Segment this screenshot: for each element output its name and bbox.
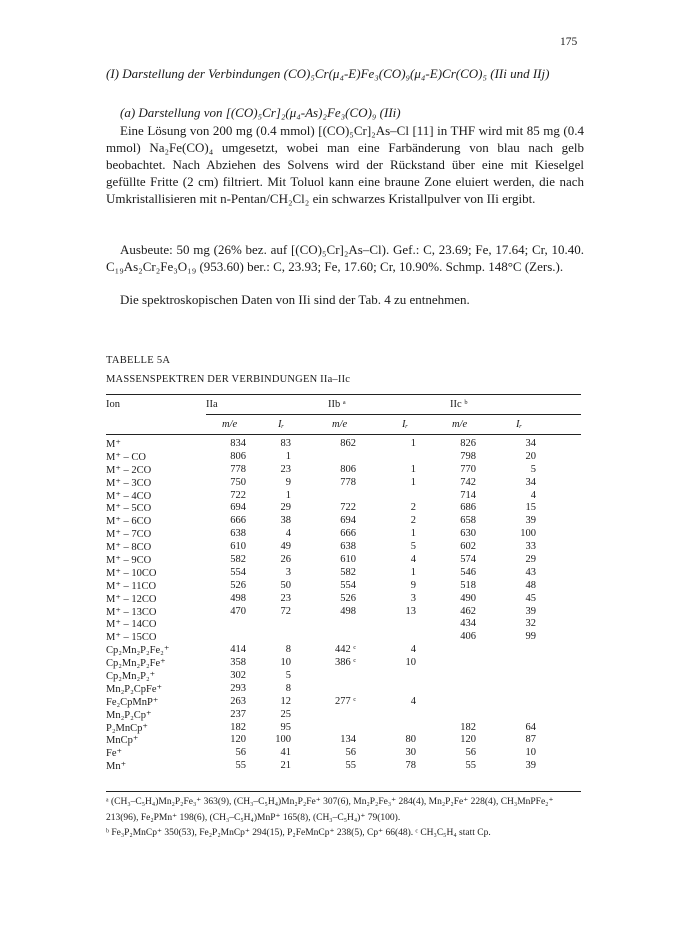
cell-ion: Mn⁺ [106, 761, 127, 773]
cell-value: 302 [230, 670, 246, 682]
cell-value: 1 [285, 489, 291, 501]
cell-ion: M⁺ – 6CO [106, 516, 152, 528]
cell-ion: Mn₂P₂Cp⁺ [106, 709, 152, 721]
cell-value: 406 [460, 631, 476, 643]
cell-value: 32 [525, 618, 536, 630]
cell-value: 3 [410, 592, 416, 604]
cell-value: 694 [230, 502, 246, 514]
cell-value: 826 [460, 438, 476, 449]
cell-value: 798 [460, 450, 476, 462]
cell-value: 134 [340, 734, 356, 746]
cell-value: 12 [280, 695, 291, 707]
cell-value: 666 [340, 528, 356, 540]
cell-value: 64 [525, 721, 536, 733]
cell-value: 100 [275, 734, 291, 746]
cell-value: 778 [230, 463, 246, 475]
cell-value: 4 [410, 695, 416, 707]
cell-value: 5 [410, 541, 416, 553]
cell-ion: M⁺ – 14CO [106, 619, 157, 631]
cell-value: 546 [460, 566, 476, 578]
paragraph-procedure: Eine Lösung von 200 mg (0.4 mmol) [(CO)₅Cr]₂As–Cl [11] in THF wird mit 85 mg (0.4 mmol) Na₂Fe(CO)₄ umgesetzt, wobei man eine Farbänderung von blau nach gelb beobachtet. Nach Abziehen des Solvens wird der Rückstand über eine mit Kieselgel gefüllte Fritte (2 cm) filtriert. Mit Toluol kann eine braune Zone eluiert werden, die nach Umkristallisieren mit n-Pentan/CH₂Cl₂ ein schwarzes Kristallpulver von IIi ergibt. [106, 123, 584, 207]
cell-value: 182 [460, 721, 476, 733]
cell-value: 293 [230, 682, 246, 694]
cell-value: 722 [230, 489, 246, 501]
cell-value: 277 ᶜ [334, 695, 356, 707]
cell-value: 56 [235, 747, 246, 759]
table-title: MASSENSPEKTREN DER VERBINDUNGEN IIa–IIc [106, 374, 351, 385]
cell-value: 10 [405, 657, 416, 669]
table-row [106, 541, 581, 554]
cell-value: 38 [280, 515, 291, 527]
cell-value: 29 [525, 554, 536, 566]
cell-value: 526 [230, 579, 246, 591]
table-row [106, 683, 581, 696]
cell-ion: Fe₂CpMnP⁺ [106, 696, 159, 708]
cell-value: 526 [340, 592, 356, 604]
table-row [106, 593, 581, 606]
cell-ion: M⁺ [106, 439, 121, 450]
table-row [106, 438, 581, 451]
cell-ion: M⁺ – 10CO [106, 567, 157, 579]
cell-value: 30 [405, 747, 416, 759]
cell-value: 39 [525, 605, 536, 617]
cell-value: 4 [285, 528, 291, 540]
cell-ion: M⁺ – 9CO [106, 555, 152, 567]
cell-value: 610 [340, 554, 356, 566]
cell-value: 48 [525, 579, 536, 591]
cell-value: 462 [460, 605, 476, 617]
cell-value: 386 ᶜ [334, 657, 356, 669]
cell-value: 630 [460, 528, 476, 540]
cell-value: 39 [525, 515, 536, 527]
table-header [106, 399, 581, 435]
header-me: m/e [452, 419, 468, 430]
header-ir: Iᵣ [516, 419, 523, 430]
table-row [106, 515, 581, 528]
cell-value: 638 [230, 528, 246, 540]
table-row [106, 709, 581, 722]
cell-value: 1 [285, 450, 291, 462]
cell-value: 582 [340, 566, 356, 578]
header-me: m/e [222, 419, 238, 430]
cell-value: 1 [410, 438, 416, 449]
cell-ion: P₂MnCp⁺ [106, 722, 148, 734]
cell-value: 574 [460, 554, 476, 566]
cell-ion: M⁺ – 12CO [106, 593, 157, 605]
paragraph-spectra-note: Die spektroskopischen Daten von IIi sind der Tab. 4 zu entnehmen. [120, 292, 470, 307]
subsection-heading: (a) Darstellung von [(CO)₅Cr]₂(μ₄-As)₂Fe₃(CO)₉ (IIi) [120, 105, 401, 120]
cell-value: 8 [285, 644, 291, 656]
cell-value: 20 [525, 450, 536, 462]
cell-value: 686 [460, 502, 476, 514]
table-row [106, 618, 581, 631]
table-row [106, 644, 581, 657]
cell-ion: Mn₂P₂CpFe⁺ [106, 683, 163, 695]
header-group-iic: IIc ᵇ [450, 399, 468, 410]
cell-value: 666 [230, 515, 246, 527]
cell-value: 518 [460, 579, 476, 591]
cell-value: 1 [410, 476, 416, 488]
table-row [106, 451, 581, 464]
table-top-rule [106, 394, 581, 395]
cell-value: 722 [340, 502, 356, 514]
cell-value: 5 [530, 463, 536, 475]
cell-value: 490 [460, 592, 476, 604]
cell-value: 95 [280, 721, 291, 733]
cell-value: 582 [230, 554, 246, 566]
cell-value: 23 [280, 592, 291, 604]
table-row [106, 631, 581, 644]
cell-value: 1 [410, 528, 416, 540]
table-row [106, 760, 581, 773]
cell-value: 120 [460, 734, 476, 746]
cell-value: 13 [405, 605, 416, 617]
cell-value: 610 [230, 541, 246, 553]
cell-ion: M⁺ – 5CO [106, 503, 152, 515]
page-number: 175 [560, 36, 578, 48]
table-row [106, 502, 581, 515]
table-row [106, 657, 581, 670]
header-ir: Iᵣ [402, 419, 409, 430]
table-row [106, 606, 581, 619]
cell-value: 358 [230, 657, 246, 669]
cell-value: 43 [525, 566, 536, 578]
cell-value: 554 [340, 579, 356, 591]
table-row [106, 670, 581, 683]
cell-value: 237 [230, 708, 246, 720]
cell-value: 554 [230, 566, 246, 578]
cell-value: 21 [280, 760, 291, 772]
cell-value: 8 [285, 682, 291, 694]
cell-value: 39 [525, 760, 536, 772]
cell-value: 9 [285, 476, 291, 488]
cell-ion: M⁺ – 11CO [106, 580, 157, 592]
cell-value: 806 [230, 450, 246, 462]
cell-ion: M⁺ – 13CO [106, 606, 157, 618]
cell-value: 1 [410, 566, 416, 578]
table-row [106, 747, 581, 760]
header-me: m/e [332, 419, 348, 430]
cell-value: 23 [280, 463, 291, 475]
cell-value: 750 [230, 476, 246, 488]
cell-value: 1 [410, 463, 416, 475]
cell-value: 100 [520, 528, 536, 540]
table-row [106, 528, 581, 541]
table-row [106, 567, 581, 580]
cell-ion: Cp₂Mn₂P₂⁺ [106, 671, 156, 683]
footnote-b: ᵇ Fe₃P₂MnCp⁺ 350(53), Fe₂P₂MnCp⁺ 294(15), P₂FeMnCp⁺ 238(5), Cp⁺ 66(48). ᶜ CH₃C₅H₄ statt Cp. [106, 828, 491, 838]
cell-ion: M⁺ – 3CO [106, 477, 152, 489]
cell-value: 10 [525, 747, 536, 759]
cell-value: 862 [340, 438, 356, 449]
cell-value: 182 [230, 721, 246, 733]
cell-value: 87 [525, 734, 536, 746]
cell-value: 834 [230, 438, 246, 449]
cell-value: 714 [460, 489, 476, 501]
cell-value: 263 [230, 695, 246, 707]
cell-value: 638 [340, 541, 356, 553]
cell-value: 4 [530, 489, 536, 501]
header-group-iib: IIb ᵃ [328, 399, 346, 410]
cell-value: 442 ᶜ [334, 644, 356, 656]
table-body [106, 438, 581, 773]
section-heading: (I) Darstellung der Verbindungen (CO)₅Cr(μ₄-E)Fe₃(CO)₉(μ₄-E)Cr(CO)₅ (IIi und IIj) [106, 66, 550, 81]
cell-value: 80 [405, 734, 416, 746]
header-group-iia: IIa [206, 399, 218, 410]
cell-value: 45 [525, 592, 536, 604]
cell-value: 56 [345, 747, 356, 759]
cell-value: 434 [460, 618, 476, 630]
cell-value: 34 [525, 476, 536, 488]
cell-value: 72 [280, 605, 291, 617]
table-row [106, 696, 581, 709]
cell-value: 602 [460, 541, 476, 553]
table-row [106, 477, 581, 490]
cell-value: 55 [235, 760, 246, 772]
footnote-a: ᵃ (CH₃–C₅H₄)Mn₂P₂Fe₃⁺ 363(9), (CH₃–C₅H₄)Mn₂P₂Fe⁺ 307(6), Mn₂P₂Fe₃⁺ 284(4), Mn₂P₂Fe⁺ 228(4), CH₃MnPFe₂⁺ 213(96), Fe₂PMn⁺ 198(6), (CH₃–C₅H₄)MnP⁺ 165(8), (CH₃–C₅H₄)⁺ 79(100). [106, 797, 554, 823]
cell-value: 2 [410, 515, 416, 527]
table-footnotes [106, 795, 584, 842]
cell-value: 742 [460, 476, 476, 488]
cell-value: 120 [230, 734, 246, 746]
cell-value: 99 [525, 631, 536, 643]
cell-value: 778 [340, 476, 356, 488]
cell-value: 56 [465, 747, 476, 759]
cell-value: 29 [280, 502, 291, 514]
cell-value: 694 [340, 515, 356, 527]
cell-ion: M⁺ – 8CO [106, 542, 152, 554]
cell-value: 33 [525, 541, 536, 553]
cell-value: 83 [280, 438, 291, 449]
cell-value: 34 [525, 438, 536, 449]
cell-ion: Cp₂Mn₂P₂Fe⁺ [106, 658, 166, 670]
table-row [106, 722, 581, 735]
cell-value: 49 [280, 541, 291, 553]
table-caption: TABELLE 5A [106, 355, 171, 366]
cell-value: 9 [410, 579, 416, 591]
cell-ion: Fe⁺ [106, 748, 123, 760]
cell-value: 4 [410, 644, 416, 656]
cell-value: 78 [405, 760, 416, 772]
table-row [106, 734, 581, 747]
cell-ion: M⁺ – 15CO [106, 632, 157, 644]
cell-value: 55 [465, 760, 476, 772]
paragraph-yield: Ausbeute: 50 mg (26% bez. auf [(CO)₅Cr]₂As–Cl). Gef.: C, 23.69; Fe, 17.64; Cr, 10.40. C₁₉As₂Cr₂Fe₃O₁₉ (953.60) ber.: C, 23.93; Fe, 17.60; Cr, 10.90%. Schmp. 148°C (Zers.). [106, 242, 584, 275]
cell-value: 498 [230, 592, 246, 604]
cell-value: 41 [280, 747, 291, 759]
cell-value: 2 [410, 502, 416, 514]
table-row [106, 554, 581, 567]
cell-value: 25 [280, 708, 291, 720]
table-row [106, 490, 581, 503]
cell-ion: MnCp⁺ [106, 735, 139, 747]
cell-value: 414 [230, 644, 246, 656]
cell-value: 10 [280, 657, 291, 669]
table-row [106, 464, 581, 477]
cell-value: 806 [340, 463, 356, 475]
cell-ion: M⁺ – 2CO [106, 464, 152, 476]
cell-value: 498 [340, 605, 356, 617]
cell-ion: Cp₂Mn₂P₂Fe₂⁺ [106, 645, 170, 657]
cell-ion: M⁺ – 4CO [106, 490, 152, 502]
cell-value: 15 [525, 502, 536, 514]
cell-value: 55 [345, 760, 356, 772]
cell-value: 3 [285, 566, 291, 578]
cell-value: 5 [285, 670, 291, 682]
table-bottom-rule [106, 791, 581, 792]
header-ion: Ion [106, 399, 120, 410]
table-row [106, 580, 581, 593]
cell-value: 770 [460, 463, 476, 475]
cell-value: 470 [230, 605, 246, 617]
cell-value: 50 [280, 579, 291, 591]
cell-value: 658 [460, 515, 476, 527]
cell-ion: M⁺ – 7CO [106, 529, 152, 541]
cell-value: 4 [410, 554, 416, 566]
cell-value: 26 [280, 554, 291, 566]
header-ir: Iᵣ [278, 419, 285, 430]
cell-ion: M⁺ – CO [106, 451, 146, 463]
